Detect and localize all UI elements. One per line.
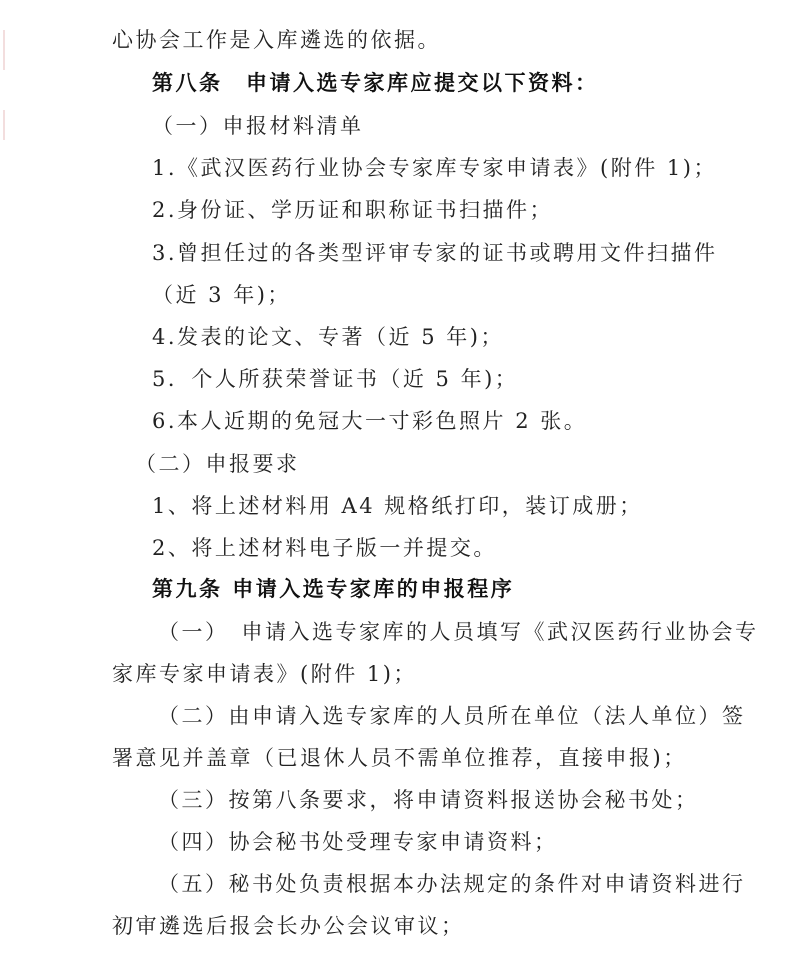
procedure-item-continuation: 家库专家申请表》(附件 1)； (112, 662, 417, 686)
section-heading-requirements: （二）申报要求 (135, 452, 300, 476)
procedure-item: （四）协会秘书处受理专家申请资料； (158, 830, 558, 854)
article-8-heading: 第八条 申请入选专家库应提交以下资料： (152, 70, 599, 95)
paragraph-continuation: 心协会工作是入库遴选的依据。 (112, 28, 441, 52)
left-edge-mark (3, 30, 5, 70)
list-item: 4.发表的论文、专著（近 5 年)； (152, 325, 504, 349)
procedure-item-continuation: 署意见并盖章（已退休人员不需单位推荐，直接申报)； (112, 746, 687, 770)
list-item: 1.《武汉医药行业协会专家库专家申请表》(附件 1)； (152, 156, 717, 180)
procedure-item: （二）由申请入选专家库的人员所在单位（法人单位）签 (158, 704, 746, 728)
procedure-item: （一） 申请入选专家库的人员填写《武汉医药行业协会专 (158, 620, 759, 644)
list-item: 6.本人近期的免冠大一寸彩色照片 2 张。 (152, 409, 588, 433)
list-item: 1、将上述材料用 A4 规格纸打印，装订成册； (152, 494, 643, 518)
procedure-item: （五）秘书处负责根据本办法规定的条件对申请资料进行 (158, 872, 746, 896)
procedure-item: （三）按第八条要求，将申请资料报送协会秘书处； (158, 788, 699, 812)
list-item: 5．个人所获荣誉证书（近 5 年)； (152, 367, 519, 391)
article-9-heading: 第九条 申请入选专家库的申报程序 (152, 576, 515, 601)
section-heading-materials-list: （一）申报材料清单 (152, 114, 364, 138)
list-item-continuation: （近 3 年)； (152, 283, 291, 307)
list-item: 2、将上述材料电子版一并提交。 (152, 536, 497, 560)
list-item: 2.身份证、学历证和职称证书扫描件； (152, 198, 554, 222)
list-item: 3.曾担任过的各类型评审专家的证书或聘用文件扫描件 (152, 241, 718, 265)
procedure-item-continuation: 初审遴选后报会长办公会议审议； (112, 914, 465, 938)
left-edge-mark (3, 110, 5, 140)
